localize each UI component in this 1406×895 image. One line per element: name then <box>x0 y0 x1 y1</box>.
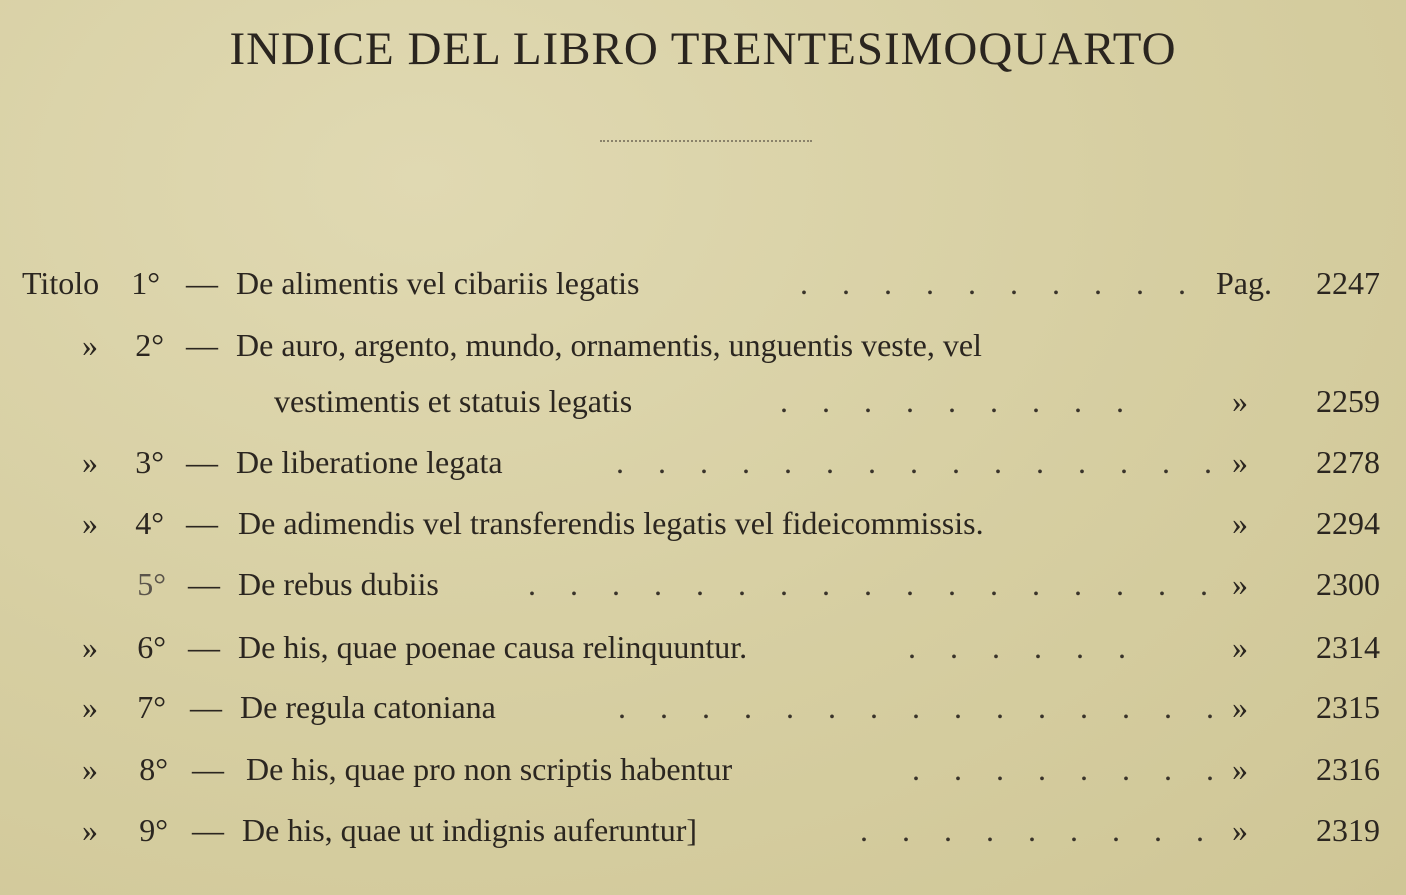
entry-title: De alimentis vel cibariis legatis <box>236 265 640 301</box>
entry-title: De regula catoniana <box>240 689 496 725</box>
entry-title: De liberatione legata <box>236 444 503 480</box>
ditto-mark: » <box>1232 689 1248 725</box>
entry-dash: — <box>188 566 220 602</box>
toc-entry <box>0 503 1406 543</box>
entry-dash: — <box>186 327 218 363</box>
entry-title: De rebus dubiis <box>238 566 439 602</box>
page-number: 2314 <box>1316 629 1380 665</box>
entry-title: De auro, argento, mundo, ornamentis, unguentis veste, vel <box>236 327 982 363</box>
entry-lead: » <box>82 812 98 848</box>
dotted-divider <box>600 140 812 142</box>
entry-title: De his, quae pro non scriptis habentur <box>246 751 733 787</box>
entry-number: 4° <box>135 505 164 541</box>
entry-title: De his, quae ut indignis auferuntur] <box>242 812 697 848</box>
entry-number: 5° <box>137 566 166 602</box>
toc-entry <box>0 749 1406 789</box>
page-title: INDICE DEL LIBRO TRENTESIMOQUARTO <box>229 23 1177 75</box>
ditto-mark: » <box>1232 505 1248 541</box>
toc-entry <box>0 325 1406 365</box>
leader-dots: . . . . . . . . . . . . . . . <box>618 689 1227 725</box>
leader-dots: . . . . . . <box>908 629 1139 665</box>
ditto-mark: » <box>1232 812 1248 848</box>
entry-number: 9° <box>139 812 168 848</box>
entry-dash: — <box>192 812 224 848</box>
leader-dots: . . . . . . . . . . . . . . . . . <box>528 566 1221 602</box>
entry-dash: — <box>186 265 218 301</box>
ditto-mark: » <box>1232 629 1248 665</box>
page-number: 2300 <box>1316 566 1380 602</box>
ditto-mark: » <box>1232 383 1248 419</box>
entry-number: 7° <box>137 689 166 725</box>
entry-lead: » <box>82 751 98 787</box>
entry-lead: » <box>82 629 98 665</box>
toc-entry <box>0 687 1406 727</box>
leader-dots: . . . . . . . . <box>912 751 1227 787</box>
toc-entry <box>0 810 1406 850</box>
entry-dash: — <box>192 751 224 787</box>
page-number: 2278 <box>1316 444 1380 480</box>
toc-entry <box>0 442 1406 482</box>
entry-dash: — <box>188 629 220 665</box>
toc-entry-continuation <box>0 381 1406 421</box>
entry-dash: — <box>186 444 218 480</box>
page-number: 2259 <box>1316 383 1380 419</box>
page-number: 2316 <box>1316 751 1380 787</box>
ditto-mark: » <box>1232 566 1248 602</box>
entry-title: De his, quae poenae causa relinquuntur. <box>238 629 748 665</box>
entry-lead: Titolo <box>22 265 100 301</box>
entry-lead: » <box>82 327 98 363</box>
entry-number: 3° <box>135 444 164 480</box>
page-number: 2315 <box>1316 689 1380 725</box>
page-number: 2319 <box>1316 812 1380 848</box>
ditto-mark: » <box>1232 444 1248 480</box>
leader-dots: . . . . . . . . . . <box>800 265 1199 301</box>
entry-number: 1° <box>131 265 160 301</box>
leader-dots: . . . . . . . . . <box>780 383 1137 419</box>
toc-entry <box>0 564 1406 604</box>
toc-entry <box>0 627 1406 667</box>
entry-lead: » <box>82 444 98 480</box>
entry-title-continuation: vestimentis et statuis legatis <box>274 383 633 419</box>
entry-lead: » <box>82 505 98 541</box>
entry-dash: — <box>190 689 222 725</box>
page-number: 2294 <box>1316 505 1380 541</box>
entry-number: 6° <box>137 629 166 665</box>
leader-dots: . . . . . . . . . . . . . . . <box>616 444 1225 480</box>
ditto-mark: » <box>1232 751 1248 787</box>
page-number: 2247 <box>1316 265 1380 301</box>
entry-number: 2° <box>135 327 164 363</box>
entry-number: 8° <box>139 751 168 787</box>
page-label: Pag. <box>1216 265 1272 301</box>
leader-dots: . . . . . . . . . <box>860 812 1217 848</box>
toc-entry <box>0 263 1406 303</box>
entry-title: De adimendis vel transferendis legatis vel fideicommissis. <box>238 505 984 541</box>
entry-lead: » <box>82 689 98 725</box>
entry-dash: — <box>186 505 218 541</box>
